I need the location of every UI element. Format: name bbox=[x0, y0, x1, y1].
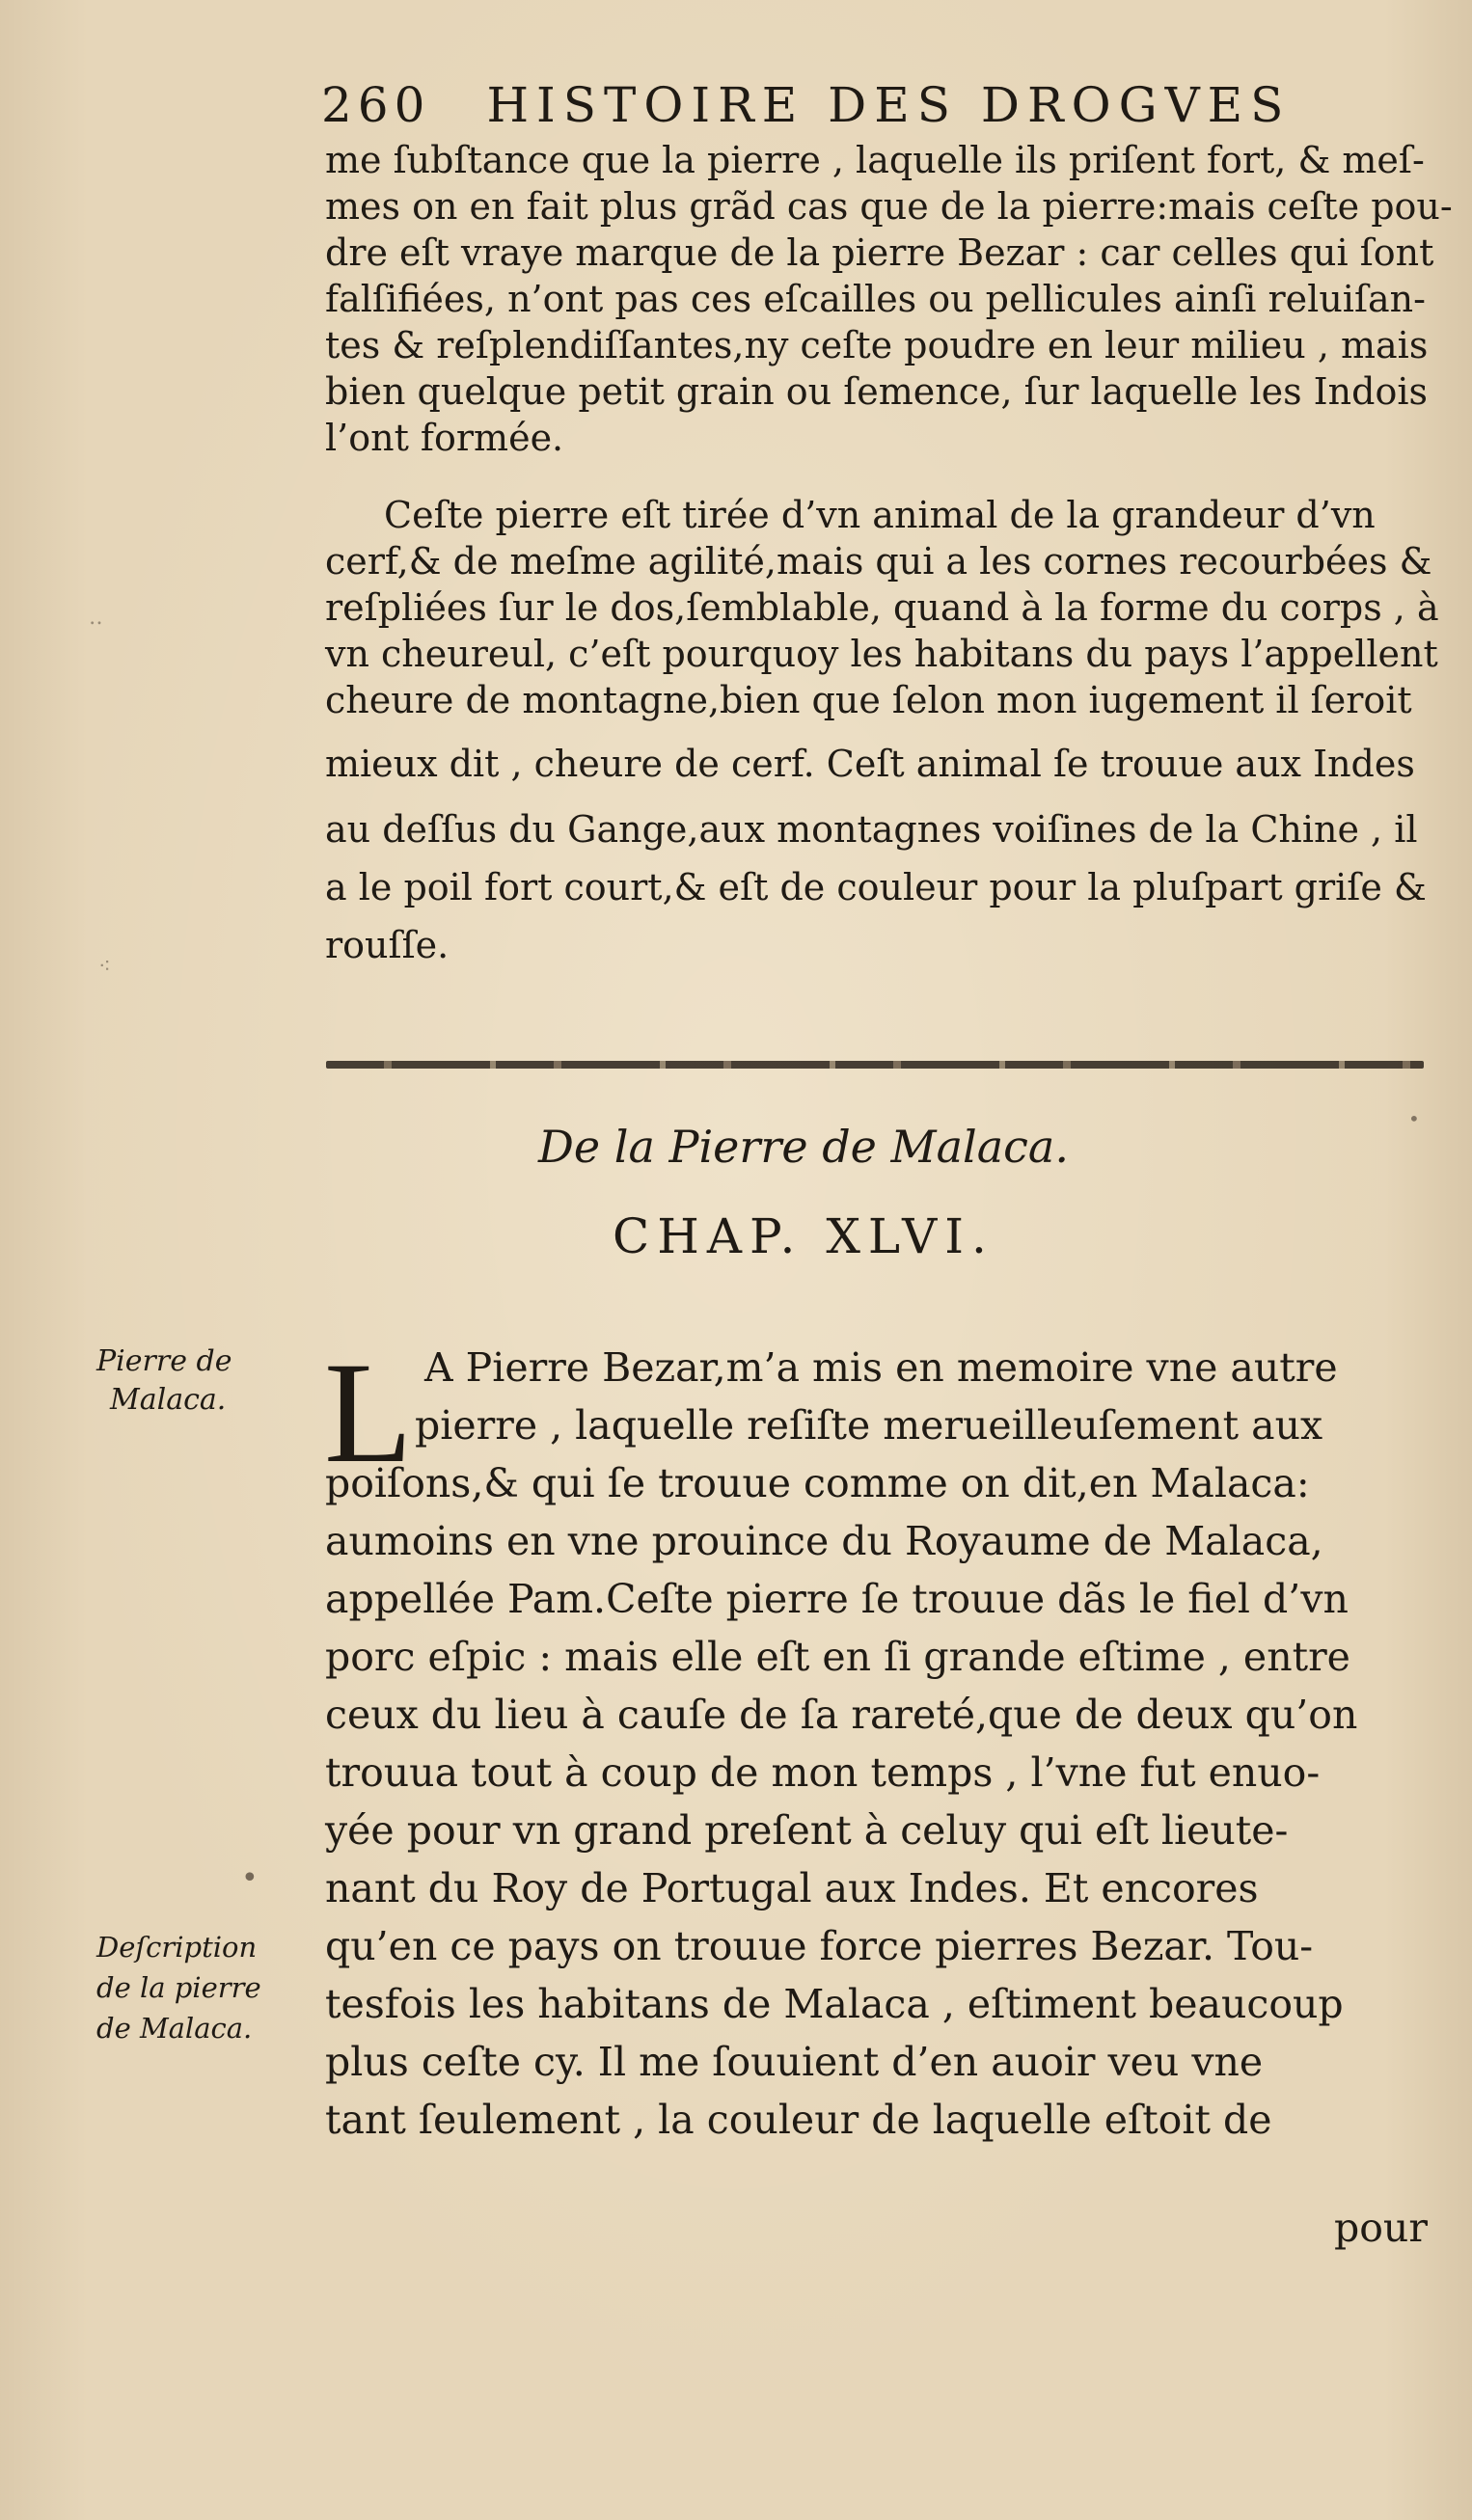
text-line: tesfois les habitans de Malaca , eſtiment beaucoup bbox=[325, 1981, 1344, 2027]
ink-speck: ‥ bbox=[89, 606, 103, 630]
ink-speck: ⁖ bbox=[98, 955, 111, 979]
text-line: mieux dit , cheure de cerf. Ceſt animal ſe trouue aux Indes bbox=[325, 743, 1415, 785]
text-line: qu’en ce pays on trouue force pierres Bezar. Tou- bbox=[325, 1923, 1314, 1969]
text-line: porc eſpic : mais elle eſt en ſi grande eſtime , entre bbox=[325, 1634, 1350, 1680]
text-line: trouua tout à coup de mon temps , l’vne fut enuo- bbox=[325, 1749, 1321, 1796]
text-line: l’ont formée. bbox=[325, 417, 564, 459]
text-line: falſifiées, n’ont pas ces eſcailles ou pellicules ainſi reluiſan- bbox=[325, 278, 1426, 320]
chapter-number: CHAP. XLVI. bbox=[613, 1208, 995, 1264]
text-line: appellée Pam.Ceſte pierre ſe trouue dãs le fiel d’vn bbox=[325, 1576, 1349, 1622]
margin-note-line: Deſcription bbox=[96, 1931, 258, 1964]
text-line: aumoins en vne prouince du Royaume de Malaca, bbox=[325, 1518, 1323, 1564]
page-number: 260 bbox=[321, 77, 431, 133]
margin-note-pierre-de-malaca bbox=[96, 1342, 232, 1420]
text-line: plus ceſte cy. Il me ſouuient d’en auoir veu vne bbox=[325, 2039, 1264, 2085]
text-line: poiſons,& qui ſe trouue comme on dit,en Malaca: bbox=[325, 1460, 1310, 1506]
margin-note-line: de la pierre bbox=[96, 1971, 261, 2004]
text-line: cerf,& de meſme agilité,mais qui a les cornes recourbées & bbox=[325, 540, 1432, 583]
text-line: tes & reſplendiſſantes,ny ceſte poudre en leur milieu , mais bbox=[325, 324, 1429, 366]
text-line: cheure de montagne,bien que ſelon mon iugement il ſeroit bbox=[325, 679, 1412, 721]
margin-note-description bbox=[96, 1927, 261, 2048]
chapter-title: De la Pierre de Malaca. bbox=[538, 1121, 1069, 1173]
margin-note-line: Malaca. bbox=[110, 1383, 227, 1417]
running-head bbox=[321, 69, 1411, 133]
ink-speck: • bbox=[1408, 1107, 1420, 1130]
text-line: Ceſte pierre eſt tirée d’vn animal de la grandeur d’vn bbox=[384, 494, 1376, 536]
drop-cap: L bbox=[324, 1333, 413, 1493]
text-line: a le poil fort court,& eſt de couleur pour la pluſpart griſe & bbox=[325, 866, 1427, 908]
text-line: reſpliées ſur le dos,ſemblable, quand à la forme du corps , à bbox=[325, 586, 1439, 629]
ink-speck: • bbox=[241, 1861, 259, 1895]
text-line: ceux du lieu à cauſe de ſa rareté,que de deux qu’on bbox=[325, 1692, 1358, 1738]
text-line: yée pour vn grand preſent à celuy qui eſt lieute- bbox=[325, 1807, 1289, 1854]
text-line: pierre , laquelle reſiſte merueilleuſement aux bbox=[415, 1402, 1323, 1449]
text-line: au deſſus du Gange,aux montagnes voiſines de la Chine , il bbox=[325, 808, 1418, 851]
margin-note-line: de Malaca. bbox=[96, 2012, 253, 2045]
catchword: pour bbox=[1334, 2205, 1428, 2251]
text-line: vn cheureul, c’eſt pourquoy les habitans du pays l’appellent bbox=[325, 633, 1438, 675]
text-line: A Pierre Bezar,m’a mis en memoire vne autre bbox=[424, 1344, 1338, 1391]
text-line: bien quelque petit grain ou ſemence, ſur laquelle les Indois bbox=[325, 370, 1428, 413]
text-line: rouſſe. bbox=[325, 924, 450, 966]
text-line: me ſubſtance que la pierre , laquelle ils priſent fort, & meſ- bbox=[325, 139, 1425, 181]
text-line: dre eſt vraye marque de la pierre Bezar : car celles qui ſont bbox=[325, 231, 1434, 274]
text-line: mes on en fait plus grãd cas que de la pierre:mais ceſte pou- bbox=[325, 185, 1453, 228]
text-line: tant ſeulement , la couleur de laquelle eſtoit de bbox=[325, 2097, 1272, 2143]
margin-note-line: Pierre de bbox=[96, 1344, 232, 1378]
section-divider bbox=[326, 1061, 1424, 1069]
running-title: HISTOIRE DES DROGVES bbox=[486, 77, 1292, 133]
text-line: nant du Roy de Portugal aux Indes. Et encores bbox=[325, 1865, 1259, 1911]
